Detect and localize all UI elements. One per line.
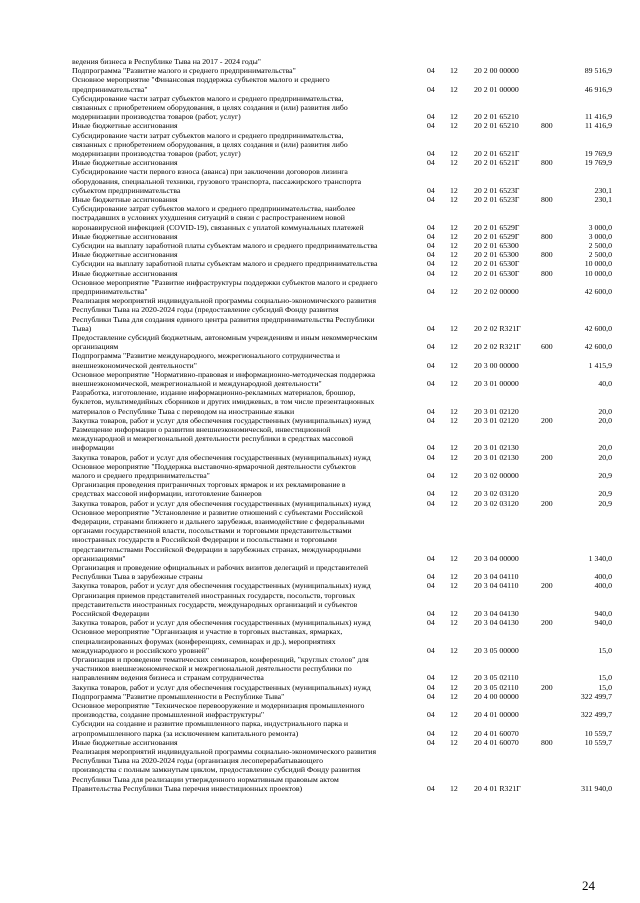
section-code: 04	[427, 148, 435, 158]
section-code: 04	[427, 608, 435, 618]
table-row	[72, 683, 612, 692]
target-article-code: 20 2 01 65300	[474, 250, 519, 260]
amount: 20,0	[598, 415, 612, 425]
amount: 40,0	[598, 378, 612, 388]
subsection-code: 12	[450, 241, 458, 250]
row-name: Основное мероприятие "Поддержка выставочно-ярмарочной деятельности субъектов малого и среднего предпринимательства"	[72, 461, 356, 480]
expense-type-code: 800	[541, 250, 553, 260]
section-code: 04	[427, 406, 435, 416]
amount: 2 500,0	[588, 241, 612, 250]
target-article-code: 20 4 01 R321Г	[474, 783, 521, 793]
section-code: 04	[427, 572, 435, 582]
section-code: 04	[427, 286, 435, 296]
target-article-code: 20 2 01 6529Г	[474, 231, 520, 241]
section-code: 04	[427, 231, 435, 241]
section-code: 04	[427, 489, 435, 499]
expense-type-code: 800	[541, 121, 553, 131]
subsection-code: 12	[450, 618, 458, 628]
section-code: 04	[427, 268, 435, 278]
amount: 3 000,0	[588, 231, 612, 241]
target-article-code: 20 3 05 00000	[474, 645, 519, 655]
row-name: Размещение информации о развитии внешнеэкономической, инвестиционной международной и межрегиональной деятельности республики в средствах массовой информации	[72, 425, 354, 453]
target-article-code: 20 3 05 02110	[474, 673, 519, 683]
row-name: Иные бюджетные ассигнования	[72, 158, 178, 168]
section-code: 04	[427, 452, 435, 462]
table-row	[72, 232, 612, 241]
subsection-code: 12	[450, 148, 458, 158]
section-code: 04	[427, 250, 435, 260]
subsection-code: 12	[450, 342, 458, 352]
section-code: 04	[427, 195, 435, 204]
amount: 20,9	[598, 470, 612, 480]
section-code: 04	[427, 553, 435, 563]
target-article-code: 20 2 01 6530Г	[474, 268, 520, 278]
expense-type-code: 800	[541, 195, 553, 204]
table-row	[72, 462, 612, 480]
target-article-code: 20 2 01 6529Г	[474, 222, 520, 232]
table-row	[72, 480, 612, 498]
subsection-code: 12	[450, 231, 458, 241]
table-row	[72, 701, 612, 719]
table-row	[72, 57, 612, 66]
section-code: 04	[427, 443, 435, 453]
row-name: Разработка, изготовление, издание информационно-рекламных материалов, брошюр, буклетов, мультимедийных сборников и других имиджевых, в том числе презентационных материалов о Республике Тыва с переводом на иностранные языки	[72, 388, 375, 416]
amount: 2 500,0	[588, 250, 612, 260]
target-article-code: 20 3 04 04130	[474, 618, 519, 628]
section-code: 04	[427, 121, 435, 131]
table-row	[72, 738, 612, 747]
subsection-code: 12	[450, 581, 458, 591]
target-article-code: 20 2 01 65210	[474, 112, 519, 122]
row-name: Субсидирование части затрат субъектов малого и среднего предпринимательства, связанных с приобретением оборудования, в целях создания и (или) развития либо модернизации производства товаров (работ, услуг)	[72, 93, 348, 122]
subsection-code: 12	[450, 443, 458, 453]
target-article-code: 20 3 04 00000	[474, 553, 519, 563]
target-article-code: 20 2 01 00000	[474, 84, 519, 94]
target-article-code: 20 3 01 00000	[474, 378, 519, 388]
section-code: 04	[427, 498, 435, 508]
target-article-code: 20 2 01 65210	[474, 121, 519, 131]
section-code: 04	[427, 673, 435, 683]
amount: 1 415,9	[588, 360, 612, 370]
table-row	[72, 370, 612, 388]
expense-type-code: 200	[541, 682, 553, 692]
table-row	[72, 167, 612, 195]
row-name: Основное мероприятие "Финансовая поддержка субъектов малого и среднего предпринимательства"	[72, 75, 330, 94]
subsection-code: 12	[450, 195, 458, 204]
section-code: 04	[427, 66, 435, 76]
target-article-code: 20 3 01 02130	[474, 452, 519, 462]
target-article-code: 20 2 01 6523Г	[474, 185, 520, 195]
table-row	[72, 591, 612, 619]
amount: 1 340,0	[588, 553, 612, 563]
amount: 15,0	[598, 673, 612, 683]
row-name: Субсидии на выплату заработной платы субъектам малого и среднего предпринимательства	[72, 241, 378, 250]
subsection-code: 12	[450, 608, 458, 618]
row-name: Иные бюджетные ассигнования	[72, 250, 178, 260]
subsection-code: 12	[450, 710, 458, 720]
subsection-code: 12	[450, 452, 458, 462]
subsection-code: 12	[450, 673, 458, 683]
amount: 322 499,7	[580, 691, 612, 701]
target-article-code: 20 2 01 65300	[474, 241, 519, 250]
target-article-code: 20 3 02 03120	[474, 489, 519, 499]
amount: 10 000,0	[584, 259, 612, 269]
section-code: 04	[427, 737, 435, 747]
target-article-code: 20 2 01 6521Г	[474, 148, 520, 158]
subsection-code: 12	[450, 158, 458, 168]
amount: 20,9	[598, 498, 612, 508]
row-name: Иные бюджетные ассигнования	[72, 195, 178, 204]
subsection-code: 12	[450, 378, 458, 388]
table-row	[72, 278, 612, 296]
subsection-code: 12	[450, 728, 458, 738]
section-code: 04	[427, 728, 435, 738]
row-name: Основное мероприятие "Организация и участие в торговых выставках, ярмарках, специализированных форумах (конференциях, семинарах и др.), мероприятиях международного и российского уровней"	[72, 627, 343, 655]
subsection-code: 12	[450, 489, 458, 499]
target-article-code: 20 3 04 04130	[474, 608, 519, 618]
subsection-code: 12	[450, 250, 458, 260]
amount: 10 559,7	[584, 737, 612, 747]
subsection-code: 12	[450, 645, 458, 655]
table-row	[72, 94, 612, 122]
row-name: Иные бюджетные ассигнования	[72, 268, 178, 278]
subsection-code: 12	[450, 498, 458, 508]
section-code: 04	[427, 323, 435, 333]
section-code: 04	[427, 691, 435, 701]
row-name: Подпрограмма "Развитие международного, межрегионального сотрудничества и внешнеэкономической деятельности"	[72, 351, 340, 370]
amount: 42 600,0	[584, 286, 612, 296]
amount: 42 600,0	[584, 323, 612, 333]
subsection-code: 12	[450, 259, 458, 269]
target-article-code: 20 4 01 60070	[474, 728, 519, 738]
table-row	[72, 259, 612, 268]
subsection-code: 12	[450, 470, 458, 480]
amount: 311 940,0	[581, 783, 612, 793]
amount: 10 000,0	[584, 268, 612, 278]
target-article-code: 20 2 01 6530Г	[474, 259, 520, 269]
table-row	[72, 195, 612, 204]
table-row	[72, 333, 612, 351]
subsection-code: 12	[450, 783, 458, 793]
expense-type-code: 800	[541, 231, 553, 241]
row-name: Основное мероприятие "Установление и развитие отношений с субъектами Российской Федерации, странами ближнего и дальнего зарубежья, взаимодействие с федеральными органами государственной власти, посольствами и торговыми представительствами иностранных государств в Российской Федерации и посольствами и торговыми представительствами Российской Федерации в зарубежных странах, международными организациями"	[72, 507, 365, 563]
amount: 940,0	[594, 608, 612, 618]
row-name: Субсидирование затрат субъектов малого и среднего предпринимательства, наиболее пострадавших в условиях ухудшения ситуаций в связи с распространением новой коронавирусной инфекцией (COVID-19), связанных с уплатой коммунальных платежей	[72, 204, 364, 232]
amount: 322 499,7	[580, 710, 612, 720]
table-row	[72, 158, 612, 167]
subsection-code: 12	[450, 323, 458, 333]
target-article-code: 20 3 01 02120	[474, 415, 519, 425]
row-name: Основное мероприятие "Нормативно-правовая и информационно-методическая поддержка внешнеэкономической, межрегиональной и международной деятельности"	[72, 369, 376, 388]
amount: 940,0	[594, 618, 612, 628]
table-row	[72, 508, 612, 563]
row-name: Иные бюджетные ассигнования	[72, 231, 178, 241]
expense-type-code: 800	[541, 737, 553, 747]
section-code: 04	[427, 645, 435, 655]
amount: 10 559,7	[584, 728, 612, 738]
row-name: Закупка товаров, работ и услуг для обеспечения государственных (муниципальных) нужд	[72, 581, 371, 591]
expense-type-code: 200	[541, 415, 553, 425]
target-article-code: 20 3 00 00000	[474, 360, 519, 370]
expense-type-code: 200	[541, 581, 553, 591]
target-article-code: 20 2 02 00000	[474, 286, 519, 296]
section-code: 04	[427, 259, 435, 269]
table-row	[72, 204, 612, 232]
target-article-code: 20 3 04 04110	[474, 581, 519, 591]
section-code: 04	[427, 415, 435, 425]
section-code: 04	[427, 581, 435, 591]
row-name: Основное мероприятие "Техническое перевооружение и модернизация промышленного производства, создание промышленной инфраструктуры"	[72, 701, 365, 720]
amount: 400,0	[594, 581, 612, 591]
amount: 19 769,9	[584, 158, 612, 168]
amount: 20,0	[598, 452, 612, 462]
target-article-code: 20 4 01 00000	[474, 710, 519, 720]
table-row	[72, 416, 612, 425]
row-name: Организация приемов представителей иностранных государств, посольств, торговых представительств иностранных государств, международных организаций и субъектов Российской Федерации	[72, 590, 358, 618]
target-article-code: 20 2 00 00000	[474, 66, 519, 76]
table-row	[72, 618, 612, 627]
expense-type-code: 200	[541, 618, 553, 628]
subsection-code: 12	[450, 360, 458, 370]
table-row	[72, 296, 612, 333]
table-row	[72, 627, 612, 655]
row-name: Субсидирование части затрат субъектов малого и среднего предпринимательства, связанных с приобретением оборудования, в целях создания и (или) развития либо модернизации производства товаров (работ, услуг)	[72, 130, 348, 158]
amount: 46 916,9	[584, 84, 612, 94]
table-row	[72, 453, 612, 462]
section-code: 04	[427, 360, 435, 370]
expense-type-code: 800	[541, 268, 553, 278]
table-row	[72, 655, 612, 683]
row-name: Закупка товаров, работ и услуг для обеспечения государственных (муниципальных) нужд	[72, 415, 371, 425]
row-name: Подпрограмма "Развитие малого и среднего предпринимательства"	[72, 66, 296, 76]
row-name: Организация проведения приграничных торговых ярмарок и их рекламирование в средствах массовой информации, изготовление баннеров	[72, 480, 346, 499]
subsection-code: 12	[450, 286, 458, 296]
row-name: Субсидии на создание и развитие промышленного парка, индустриального парка и агропромышленного парка (за исключением капитального ремонта)	[72, 719, 349, 738]
target-article-code: 20 3 01 02120	[474, 406, 519, 416]
target-article-code: 20 2 02 R321Г	[474, 342, 521, 352]
table-row	[72, 499, 612, 508]
table-row	[72, 692, 612, 701]
subsection-code: 12	[450, 66, 458, 76]
row-name: Субсидирование части первого взноса (аванса) при заключении договоров лизинга оборудования, специальной техники, грузового транспорта, пассажирского транспорта субъектом предпринимательства	[72, 167, 362, 195]
row-name: Подпрограмма "Развитие промышленности в Республике Тыва"	[72, 691, 285, 701]
section-code: 04	[427, 185, 435, 195]
section-code: 04	[427, 342, 435, 352]
section-code: 04	[427, 682, 435, 692]
table-row	[72, 241, 612, 250]
target-article-code: 20 3 02 00000	[474, 470, 519, 480]
amount: 11 416,9	[585, 121, 612, 131]
row-name: Организация и проведение тематических семинаров, конференций, "круглых столов" для участников внешнеэкономической и межрегиональной деятельности республики по направлениям ведения бизнеса и странам сотрудничества	[72, 655, 369, 683]
subsection-code: 12	[450, 222, 458, 232]
amount: 400,0	[594, 572, 612, 582]
section-code: 04	[427, 112, 435, 122]
target-article-code: 20 4 00 00000	[474, 691, 519, 701]
amount: 19 769,9	[584, 148, 612, 158]
table-row	[72, 269, 612, 278]
expense-type-code: 600	[541, 342, 553, 352]
subsection-code: 12	[450, 121, 458, 131]
subsection-code: 12	[450, 84, 458, 94]
subsection-code: 12	[450, 691, 458, 701]
row-name: Закупка товаров, работ и услуг для обеспечения государственных (муниципальных) нужд	[72, 498, 371, 508]
target-article-code: 20 3 04 04110	[474, 572, 519, 582]
row-name: Предоставление субсидий бюджетным, автономным учреждениям и иным некоммерческим организациям	[72, 333, 378, 352]
target-article-code: 20 2 02 R321Г	[474, 323, 521, 333]
target-article-code: 20 4 01 60070	[474, 737, 519, 747]
target-article-code: 20 3 05 02110	[474, 682, 519, 692]
section-code: 04	[427, 710, 435, 720]
table-row	[72, 425, 612, 453]
section-code: 04	[427, 378, 435, 388]
table-row	[72, 747, 612, 793]
table-row	[72, 563, 612, 581]
page-number: 24	[582, 878, 595, 893]
section-code: 04	[427, 84, 435, 94]
table-row	[72, 131, 612, 159]
amount: 20,9	[598, 489, 612, 499]
section-code: 04	[427, 158, 435, 168]
amount: 11 416,9	[585, 112, 612, 122]
amount: 20,0	[598, 406, 612, 416]
expense-type-code: 200	[541, 498, 553, 508]
row-name: Закупка товаров, работ и услуг для обеспечения государственных (муниципальных) нужд	[72, 682, 371, 692]
amount: 42 600,0	[584, 342, 612, 352]
amount: 15,0	[598, 645, 612, 655]
section-code: 04	[427, 222, 435, 232]
subsection-code: 12	[450, 112, 458, 122]
amount: 3 000,0	[588, 222, 612, 232]
table-row	[72, 719, 612, 737]
subsection-code: 12	[450, 682, 458, 692]
target-article-code: 20 3 02 03120	[474, 498, 519, 508]
subsection-code: 12	[450, 406, 458, 416]
section-code: 04	[427, 783, 435, 793]
target-article-code: 20 2 01 6523Г	[474, 195, 520, 204]
target-article-code: 20 2 01 6521Г	[474, 158, 520, 168]
section-code: 04	[427, 470, 435, 480]
expense-type-code: 200	[541, 452, 553, 462]
amount: 230,1	[594, 185, 612, 195]
section-code: 04	[427, 241, 435, 250]
row-name: Основное мероприятие "Развитие инфраструктуры поддержки субъектов малого и среднего предпринимательства"	[72, 277, 378, 296]
amount: 89 516,9	[584, 66, 612, 76]
table-row	[72, 121, 612, 130]
subsection-code: 12	[450, 572, 458, 582]
subsection-code: 12	[450, 553, 458, 563]
row-name: Организация и проведение официальных и рабочих визитов делегаций и представителей Республики Тыва в зарубежные страны	[72, 563, 369, 582]
amount: 230,1	[594, 195, 612, 204]
subsection-code: 12	[450, 415, 458, 425]
table-row	[72, 581, 612, 590]
row-name: Закупка товаров, работ и услуг для обеспечения государственных (муниципальных) нужд	[72, 452, 371, 462]
row-name: Субсидии на выплату заработной платы субъектам малого и среднего предпринимательства	[72, 259, 378, 269]
amount: 20,0	[598, 443, 612, 453]
expense-type-code: 800	[541, 158, 553, 168]
subsection-code: 12	[450, 185, 458, 195]
table-row	[72, 75, 612, 93]
subsection-code: 12	[450, 268, 458, 278]
table-row	[72, 250, 612, 259]
row-name: Иные бюджетные ассигнования	[72, 737, 178, 747]
section-code: 04	[427, 618, 435, 628]
table-row	[72, 351, 612, 369]
target-article-code: 20 3 01 02130	[474, 443, 519, 453]
subsection-code: 12	[450, 737, 458, 747]
table-row	[72, 388, 612, 416]
row-name: Иные бюджетные ассигнования	[72, 121, 178, 131]
row-name: Реализация мероприятий индивидуальной программы социально-экономического развития Республики Тыва на 2020-2024 годы (предоставление субсидий Фонду развития Республики Тыва для создания единого центра развития предпринимательства Республики Тыва)	[72, 296, 377, 333]
table-row	[72, 66, 612, 75]
row-name: Закупка товаров, работ и услуг для обеспечения государственных (муниципальных) нужд	[72, 618, 371, 628]
amount: 15,0	[598, 682, 612, 692]
row-name: Реализация мероприятий индивидуальной программы социально-экономического развития Республики Тыва на 2020-2024 годы (организация лесоперерабатывающего производства с полным замкнутым циклом, предоставление субсидий Фонду развития Республики Тыва для реализации утвержденного нормативным правовым актом Правительства Республики Тыва перечня инвестиционных проектов)	[72, 747, 377, 793]
row-name: ведения бизнеса в Республике Тыва на 2017 - 2024 годы"	[72, 57, 261, 66]
